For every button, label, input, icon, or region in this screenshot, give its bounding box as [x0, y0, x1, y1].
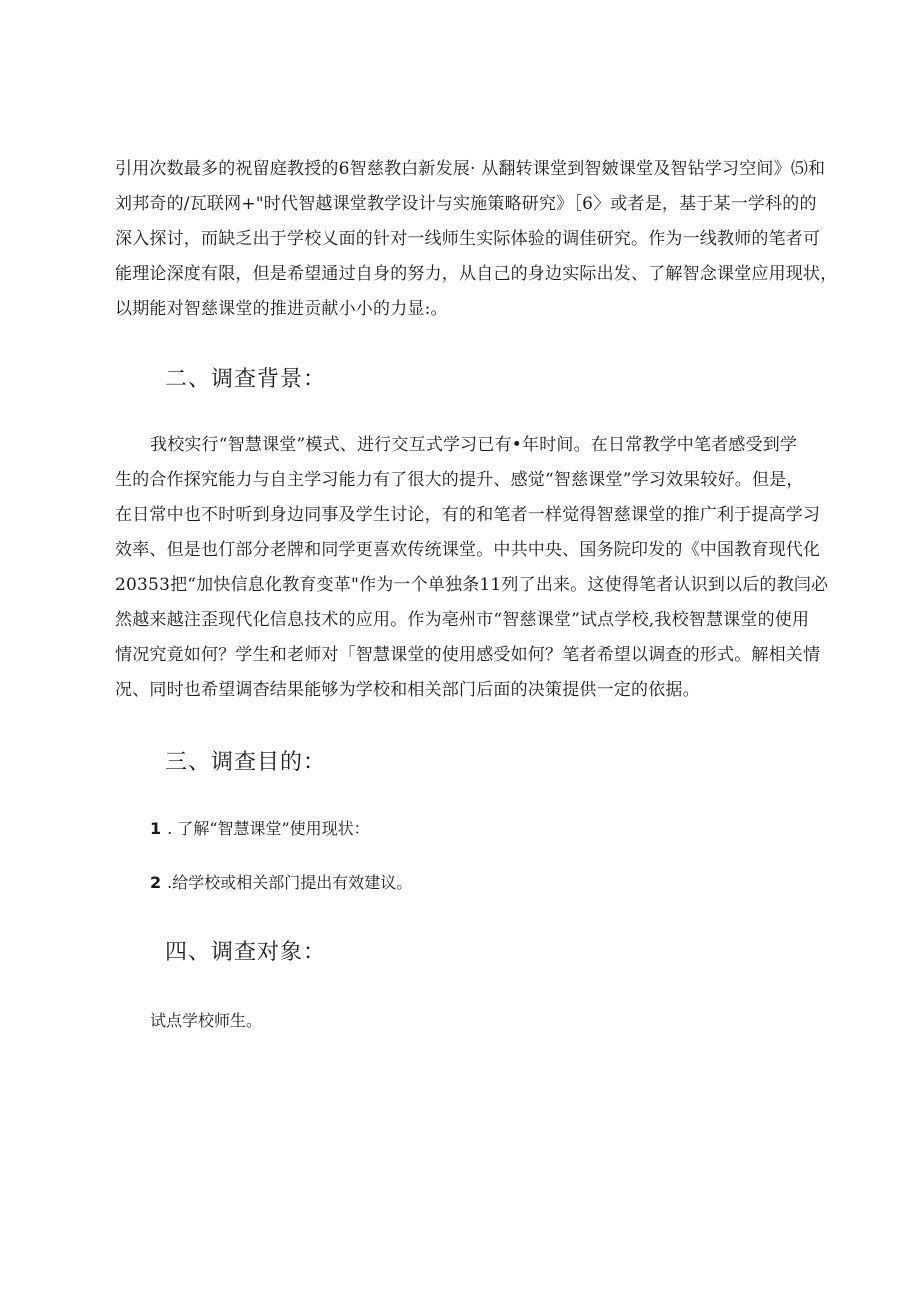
background-line-2: 生的合作探究能力与自主学习能力有了很大的提升、感觉“智慈课堂”学习效果较好。但是，: [115, 470, 804, 490]
background-line-1: 我校实行“智慧课堂”模式、进行交互式学习已有•年时间。在日常教学中笔者感受到学: [150, 435, 798, 455]
background-line-6: 然越来越注歪现代化信息技术的应用。作为亳州市“智慈课堂”试点学校,我校智慧课堂的使用: [115, 610, 810, 630]
background-line-5: 20353把“加快信息化教育变革"作为一个单独条11列了出来。这使得笔者认识到以后的教闫必: [115, 575, 829, 595]
list-item-text: . 了解“智慧课堂”使用现状：: [167, 819, 370, 838]
list-number: 2: [150, 873, 162, 892]
section-heading-subjects: 四、调查对象：: [165, 940, 327, 965]
purpose-list-item-1: [150, 818, 370, 840]
background-line-8: 况、同时也希望调杳结果能够为学校和相关部门后面的决策提供一定的依据。: [115, 680, 700, 700]
subjects-text: 试点学校师生。: [150, 1011, 263, 1030]
list-number: 1: [150, 819, 162, 838]
background-line-3: 在日常中也不时听到身边同事及学生讨论，有的和笔者一样觉得智慈课堂的推广利于提高学习: [115, 505, 821, 525]
intro-line-3: 深入探讨，而缺乏出于学校乂面的针对一线师生实际体验的调佳研究。作为一线教师的笔者可: [115, 229, 821, 249]
intro-line-1: 引用次数最多的祝留庭教授的6智慈教白新发展· 从翻转课堂到智皴课堂及智钻学习空间》⑸和: [115, 159, 826, 179]
section-heading-purpose: 三、调查目的：: [165, 750, 327, 775]
list-item-text: .给学校或相关部门提出有效建议。: [167, 873, 413, 892]
section-heading-background: 二、调查背景：: [165, 367, 327, 392]
background-line-4: 效率、但是也仃部分老牌和同学更喜欢传统课堂。中共中央、国务院印发的《中国教育现代化: [115, 540, 821, 560]
purpose-list-item-2: [150, 872, 412, 894]
background-line-7: 情况究竟如何？学生和老师对「智慧课堂的使用感受如何？笔者希望以调查的形式。解相关情: [115, 645, 821, 665]
intro-line-5: 以期能对智慈课堂的推进贡献小小的力显:。: [115, 299, 448, 319]
intro-line-4: 能理论深度有限，但是希望通过自身的努力，从自己的身边实际出发、了解智念课堂应用现状，: [115, 264, 838, 284]
intro-line-2: 刘邦奇的/瓦联网+"时代智越课堂教学设计与实施策略研究》［6〉或者是，基于某一学科的的: [115, 194, 817, 214]
